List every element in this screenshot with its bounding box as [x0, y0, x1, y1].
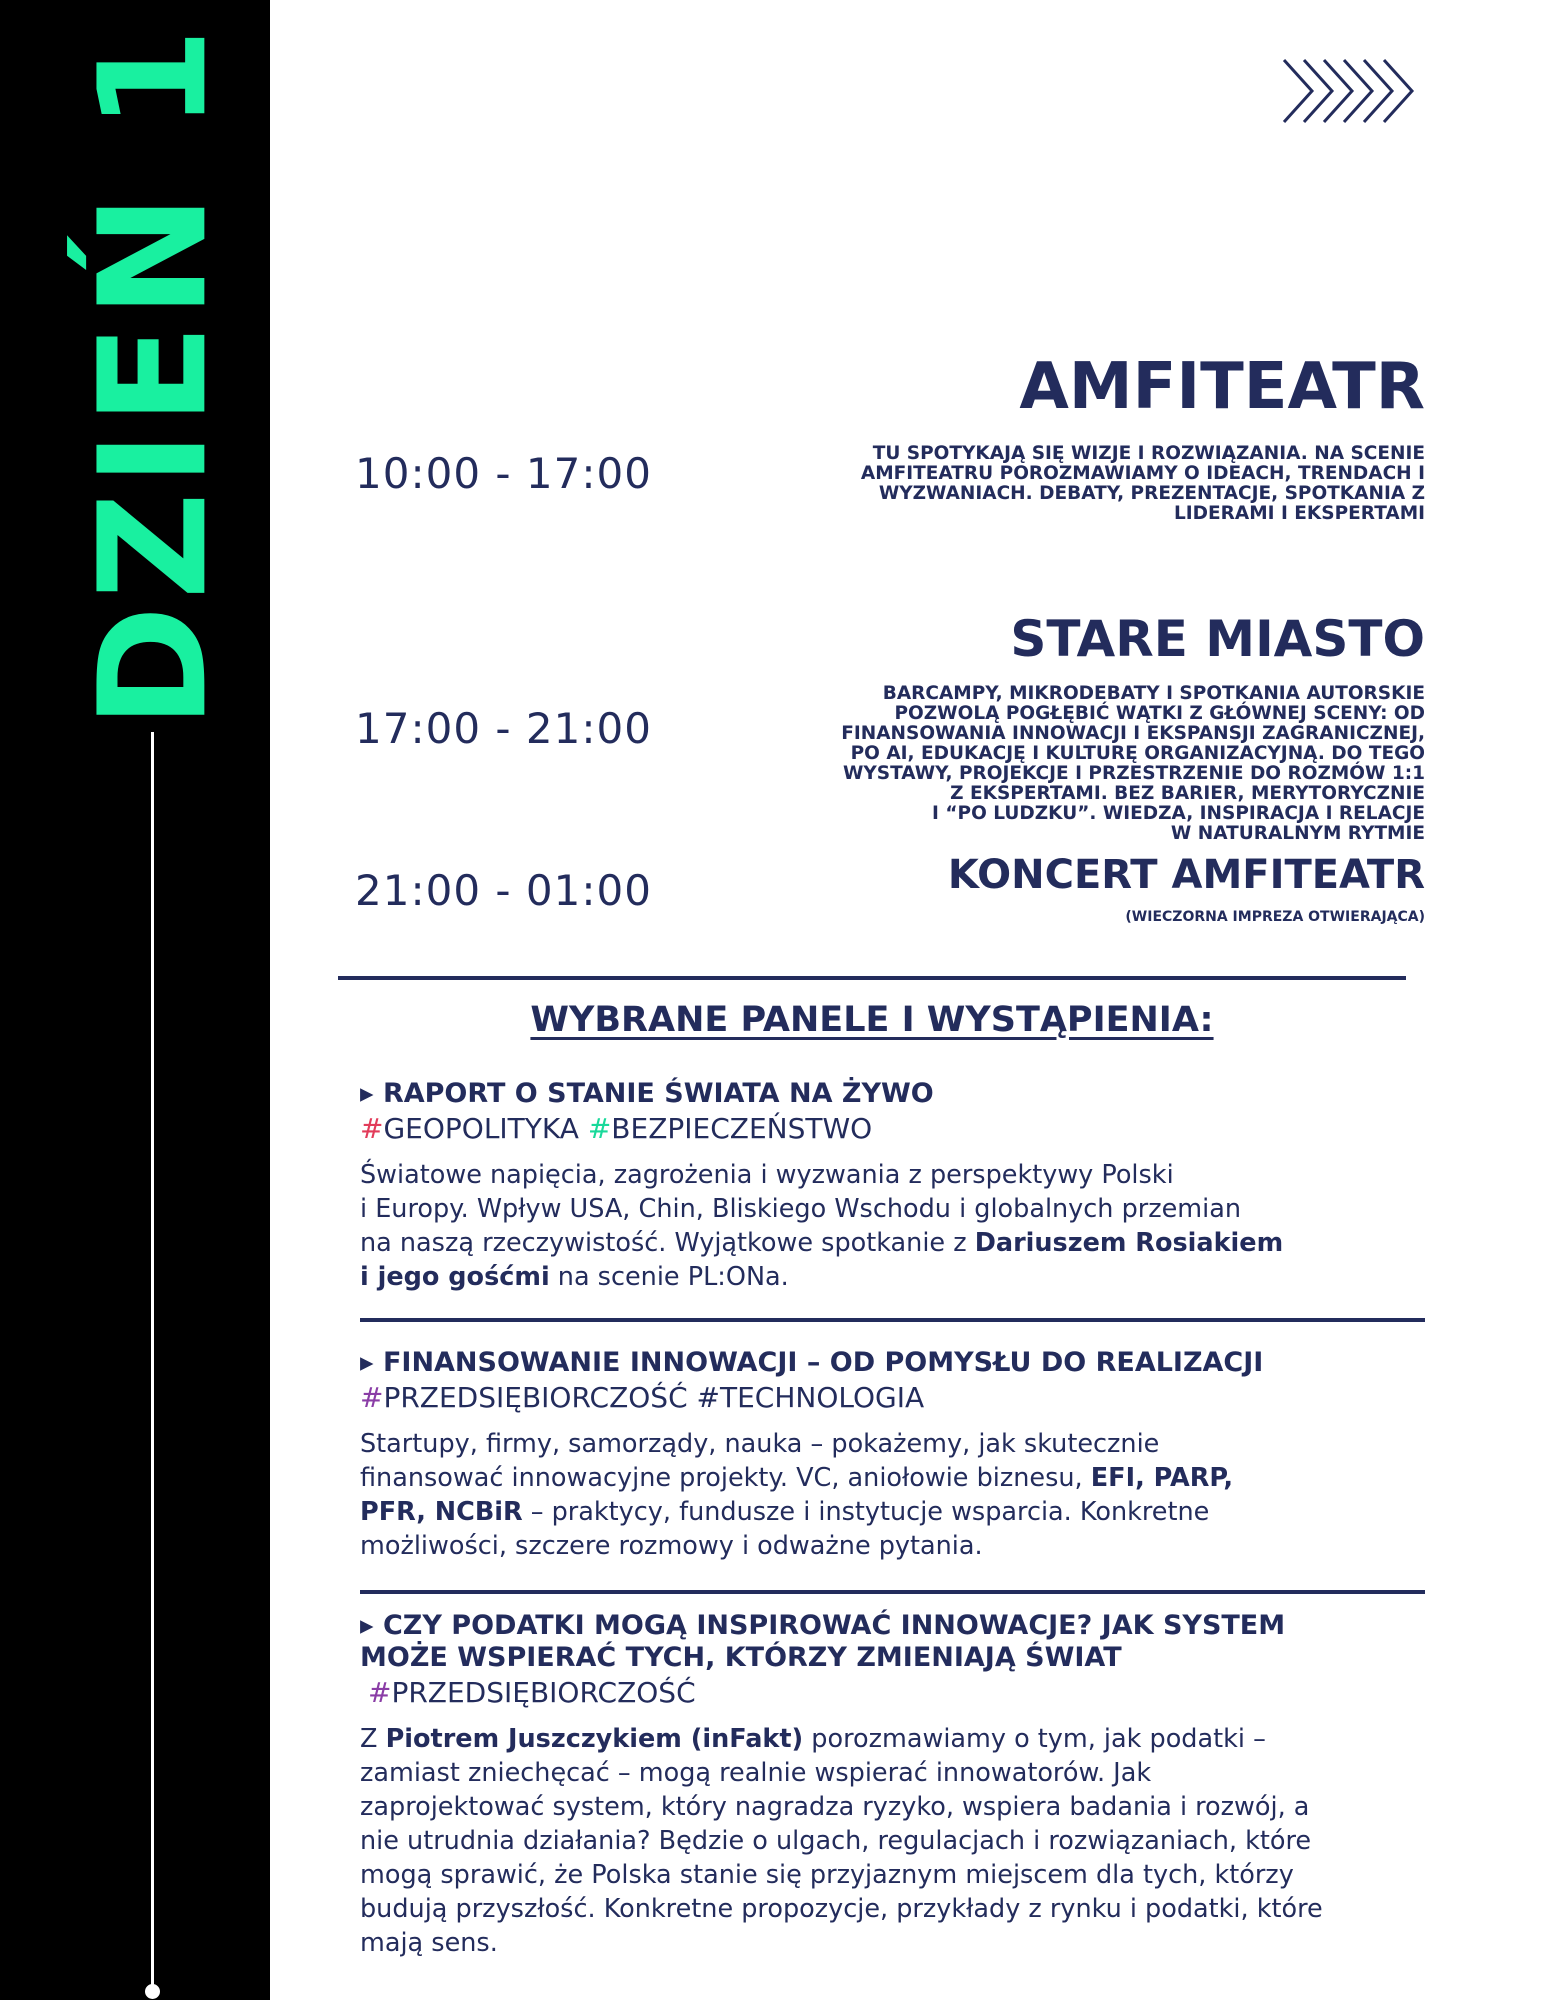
desc-text: finansować innowacyjne projekty. VC, aniołowie biznesu, — [360, 1463, 1091, 1493]
timeline-line — [151, 732, 154, 1990]
panel-title-line: MOŻE WSPIERAĆ TYCH, KTÓRZY ZMIENIAJĄ ŚWIAT — [360, 1642, 1122, 1673]
venue-desc-line: POZWOLĄ POGŁĘBIĆ WĄTKI Z GŁÓWNEJ SCENY: OD — [894, 703, 1425, 724]
panel-divider — [360, 1318, 1425, 1322]
desc-line — [360, 1722, 1430, 1756]
panel-description — [360, 1158, 1430, 1294]
venue-desc-line: WYSTAWY, PROJEKCJE I PRZESTRZENIE DO ROZMÓW 1:1 — [842, 763, 1425, 784]
panel-podatki — [360, 1610, 1430, 1960]
desc-text: na naszą rzeczywistość. Wyjątkowe spotkanie z — [360, 1228, 975, 1258]
venue-desc-line: W NATURALNYM RYTMIE — [1170, 823, 1425, 844]
venue-desc-line: FINANSOWANIA INNOWACJI I EKSPANSJI ZAGRANICZNEJ, — [841, 723, 1425, 744]
venue-desc-line: I “PO LUDZKU”. WIEDZA, INSPIRACJA I RELACJE — [932, 803, 1425, 824]
desc-line: budują przyszłość. Konkretne propozycje, przykłady z rynku i podatki, które — [360, 1894, 1323, 1924]
desc-line: i Europy. Wpływ USA, Chin, Bliskiego Wschodu i globalnych przemian — [360, 1194, 1242, 1224]
tag-text: GEOPOLITYKA — [383, 1112, 579, 1145]
panel-tags — [360, 1112, 1430, 1146]
desc-text: na scenie PL:ONa. — [549, 1262, 789, 1292]
panel-title-line: ▸ CZY PODATKI MOGĄ INSPIROWAĆ INNOWACJE? JAK SYSTEM — [360, 1610, 1286, 1641]
panel-raport — [360, 1078, 1430, 1294]
schedule-time-1: 10:00 - 17:00 — [355, 449, 652, 498]
tag-hash: # — [360, 1112, 384, 1145]
desc-text: – praktycy, fundusze i instytucje wsparcia. Konkretne — [522, 1497, 1210, 1527]
desc-text: Z — [360, 1724, 386, 1754]
org-names: EFI, PARP, — [1090, 1463, 1234, 1493]
panel-tags — [360, 1381, 1430, 1415]
section-heading: WYBRANE PANELE I WYSTĄPIENIA: — [530, 1000, 1214, 1040]
desc-line: możliwości, szczere rozmowy i odważne pytania. — [360, 1531, 983, 1561]
panel-description — [360, 1427, 1430, 1563]
speaker-guests: i jego gośćmi — [360, 1262, 550, 1292]
venue-desc-line: PO AI, EDUKACJĘ I KULTURĘ ORGANIZACYJNĄ. DO TEGO — [850, 743, 1425, 764]
venue-desc-line: WYZWANIACH. DEBATY, PREZENTACJE, SPOTKANIA Z — [878, 483, 1425, 504]
venue-subtitle-koncert: (WIECZORNA IMPREZA OTWIERAJĄCA) — [1125, 909, 1425, 925]
venue-desc-line: AMFITEATRU POROZMAWIAMY O IDEACH, TRENDACH I — [860, 463, 1425, 484]
venue-desc-line: LIDERAMI I EKSPERTAMI — [1174, 503, 1425, 524]
tag-hash: # — [368, 1676, 392, 1709]
venue-title-stare-miasto: STARE MIASTO — [1010, 610, 1425, 668]
speaker-name: Dariuszem Rosiakiem — [974, 1228, 1284, 1258]
desc-line — [360, 1495, 1430, 1529]
panel-finansowanie — [360, 1347, 1430, 1563]
speaker-name: Piotrem Juszczykiem (inFakt) — [385, 1724, 804, 1754]
tag-text: TECHNOLOGIA — [720, 1381, 925, 1414]
tag-hash: # — [360, 1381, 384, 1414]
desc-line — [360, 1260, 1430, 1294]
schedule-time-3: 21:00 - 01:00 — [355, 866, 652, 915]
tag-hash: # — [696, 1381, 721, 1414]
venue-desc-stare-miasto — [841, 684, 1425, 844]
timeline-dot — [145, 1984, 160, 1999]
desc-line: nie utrudnia działania? Będzie o ulgach, regulacjach i rozwiązaniach, które — [360, 1826, 1312, 1856]
sidebar — [0, 0, 270, 2000]
venue-title-amfiteatr: AMFITEATR — [1019, 350, 1425, 424]
desc-line: Światowe napięcia, zagrożenia i wyzwania z perspektywy Polski — [360, 1160, 1174, 1190]
section-divider — [338, 976, 1406, 980]
desc-line: zaprojektować system, który nagradza ryzyko, wspiera badania i rozwój, a — [360, 1792, 1310, 1822]
venue-desc-line: Z EKSPERTAMI. BEZ BARIER, MERYTORYCZNIE — [950, 783, 1425, 804]
venue-title-koncert: KONCERT AMFITEATR — [947, 852, 1425, 898]
desc-line: Startupy, firmy, samorządy, nauka – pokażemy, jak skutecznie — [360, 1429, 1160, 1459]
desc-line: mogą sprawić, że Polska stanie się przyjaznym miejscem dla tych, którzy — [360, 1860, 1294, 1890]
desc-line — [360, 1226, 1430, 1260]
panel-title: ▸ FINANSOWANIE INNOWACJI – OD POMYSŁU DO REALIZACJI — [360, 1347, 1264, 1378]
day-title: DZIEŃ 1 — [67, 21, 240, 729]
panel-tags — [360, 1676, 1430, 1710]
tag-text: PRZEDSIĘBIORCZOŚĆ — [383, 1381, 688, 1414]
tag-hash: # — [587, 1112, 612, 1145]
panel-divider — [360, 1590, 1425, 1594]
panel-description — [360, 1722, 1430, 1960]
org-names: PFR, NCBiR — [360, 1497, 523, 1527]
tag-text: PRZEDSIĘBIORCZOŚĆ — [391, 1676, 696, 1709]
schedule-time-2: 17:00 - 21:00 — [355, 704, 652, 753]
day-title-wrap — [67, 21, 240, 729]
panel-title — [360, 1610, 1430, 1674]
chevron-right-triple-icon — [1282, 58, 1420, 124]
panel-title: ▸ RAPORT O STANIE ŚWIATA NA ŻYWO — [360, 1078, 934, 1109]
desc-line: zamiast zniechęcać – mogą realnie wspierać innowatorów. Jak — [360, 1758, 1152, 1788]
venue-desc-amfiteatr — [861, 444, 1425, 524]
venue-desc-line: TU SPOTYKAJĄ SIĘ WIZJE I ROZWIĄZANIA. NA SCENIE — [872, 443, 1425, 464]
desc-line: mają sens. — [360, 1928, 498, 1958]
desc-text: porozmawiamy o tym, jak podatki – — [803, 1724, 1266, 1754]
venue-desc-line: BARCAMPY, MIKRODEBATY I SPOTKANIA AUTORSKIE — [882, 683, 1425, 704]
tag-text: BEZPIECZEŃSTWO — [611, 1112, 873, 1145]
desc-line — [360, 1461, 1430, 1495]
